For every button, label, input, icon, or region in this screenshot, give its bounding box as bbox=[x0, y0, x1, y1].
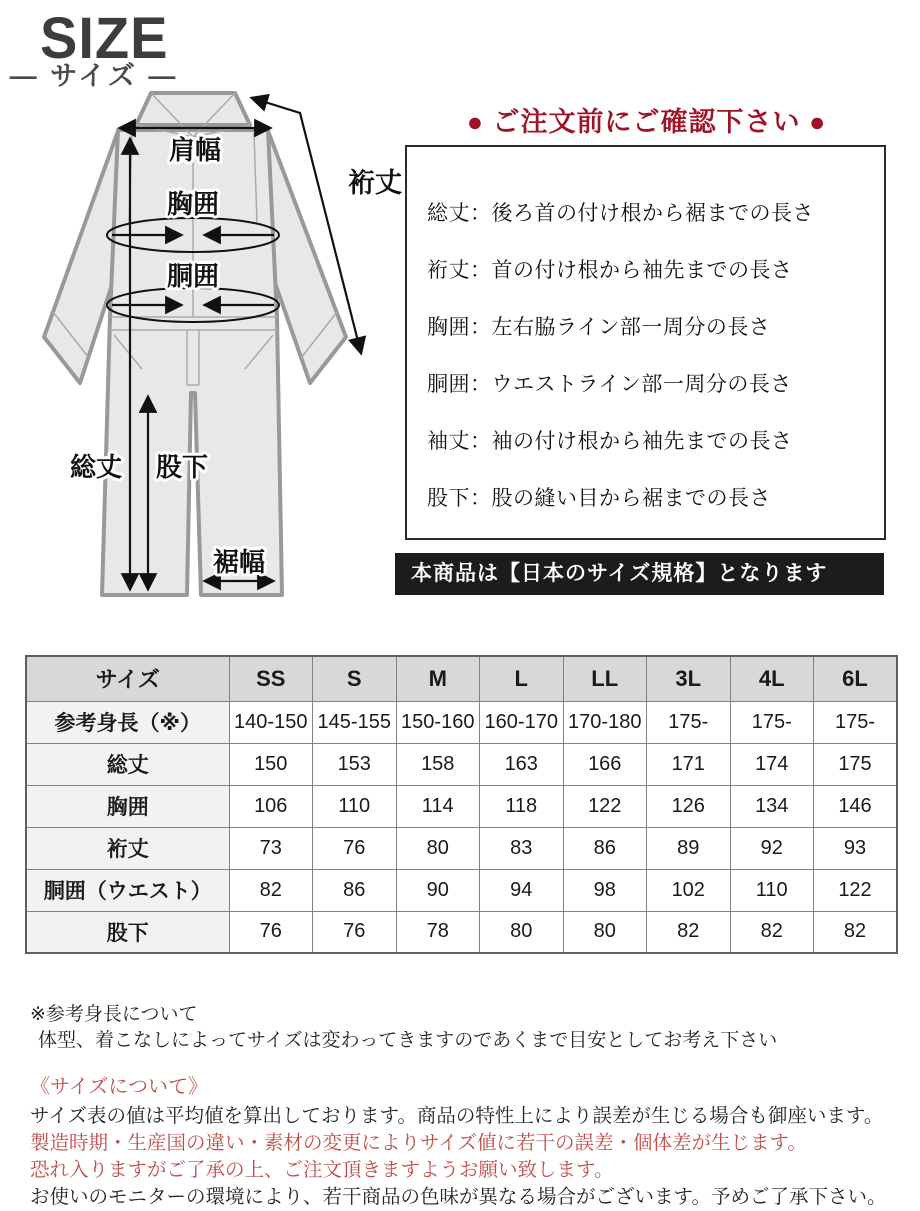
definition-desc: 首の付け根から袖先までの長さ bbox=[491, 258, 793, 282]
japan-size-notice-bar: 本商品は【日本のサイズ規格】となります bbox=[395, 553, 884, 595]
coverall-collar bbox=[136, 93, 250, 125]
size-column-header: SS bbox=[229, 656, 313, 701]
row-label: 参考身長（※） bbox=[26, 701, 229, 743]
size-value-cell: 122 bbox=[563, 785, 647, 827]
definition-desc: 左右脇ライン部一周分の長さ bbox=[491, 315, 771, 339]
size-value-cell: 170-180 bbox=[563, 701, 647, 743]
shoulder-width-label: 肩幅 bbox=[168, 135, 222, 165]
size-about-title: 《サイズについて》 bbox=[30, 1076, 208, 1098]
table-row bbox=[26, 701, 897, 743]
row-label: 股下 bbox=[26, 911, 229, 953]
row-label: 総丈 bbox=[26, 743, 229, 785]
size-value-cell: 83 bbox=[480, 827, 564, 869]
size-value-cell: 80 bbox=[396, 827, 480, 869]
size-value-cell: 171 bbox=[647, 743, 731, 785]
size-value-cell: 175- bbox=[647, 701, 731, 743]
size-value-cell: 102 bbox=[647, 869, 731, 911]
definition-item: 胴囲 ： ウエストライン部一周分の長さ bbox=[427, 354, 884, 411]
size-value-cell: 175- bbox=[814, 701, 898, 743]
row-label: 胴囲（ウエスト） bbox=[26, 869, 229, 911]
size-value-cell: 86 bbox=[313, 869, 397, 911]
size-value-cell: 94 bbox=[480, 869, 564, 911]
definition-item: 股下 ： 股の縫い目から裾までの長さ bbox=[427, 468, 884, 525]
size-value-cell: 126 bbox=[647, 785, 731, 827]
definition-box bbox=[405, 145, 886, 540]
size-value-cell: 150-160 bbox=[396, 701, 480, 743]
size-value-cell: 140-150 bbox=[229, 701, 313, 743]
size-value-cell: 89 bbox=[647, 827, 731, 869]
size-table-body bbox=[26, 701, 897, 953]
size-value-cell: 73 bbox=[229, 827, 313, 869]
size-value-cell: 153 bbox=[313, 743, 397, 785]
size-value-cell: 76 bbox=[313, 827, 397, 869]
note-line: 恐れ入りますがご了承の上、ご注文頂きますようお願い致します。 bbox=[30, 1159, 614, 1181]
definition-term: 袖丈 bbox=[427, 429, 470, 453]
row-label: 胸囲 bbox=[26, 785, 229, 827]
definition-item: 袖丈 ： 袖の付け根から袖先までの長さ bbox=[427, 411, 884, 468]
size-value-cell: 114 bbox=[396, 785, 480, 827]
definition-item: 総丈 ： 後ろ首の付け根から裾までの長さ bbox=[427, 183, 884, 240]
size-value-cell: 175- bbox=[730, 701, 814, 743]
definition-term: 裄丈 bbox=[427, 258, 470, 282]
size-value-cell: 134 bbox=[730, 785, 814, 827]
size-value-cell: 166 bbox=[563, 743, 647, 785]
size-value-cell: 76 bbox=[229, 911, 313, 953]
notes-lines bbox=[30, 1103, 910, 1211]
size-value-cell: 122 bbox=[814, 869, 898, 911]
size-column-header: 3L bbox=[647, 656, 731, 701]
size-column-header: 6L bbox=[814, 656, 898, 701]
note-line: お使いのモニターの環境により、若干商品の色味が異なる場合がございます。予めご了承下さい。 bbox=[30, 1186, 887, 1208]
table-row bbox=[26, 827, 897, 869]
definition-list bbox=[427, 183, 884, 525]
definition-item: 胸囲 ： 左右脇ライン部一周分の長さ bbox=[427, 297, 884, 354]
definition-desc: 後ろ首の付け根から裾までの長さ bbox=[491, 201, 814, 225]
note-line: 製造時期・生産国の違い・素材の変更によりサイズ値に若干の誤差・個体差が生じます。 bbox=[30, 1132, 807, 1154]
size-value-cell: 98 bbox=[563, 869, 647, 911]
size-value-cell: 150 bbox=[229, 743, 313, 785]
size-corner-header: サイズ bbox=[26, 656, 229, 701]
size-table-head bbox=[26, 656, 897, 701]
size-value-cell: 82 bbox=[814, 911, 898, 953]
confirm-heading: ● ご注文前にご確認下さい ● bbox=[466, 107, 827, 137]
size-value-cell: 110 bbox=[730, 869, 814, 911]
size-value-cell: 110 bbox=[313, 785, 397, 827]
size-value-cell: 163 bbox=[480, 743, 564, 785]
ref-height-note-body: 体型、着こなしによってサイズは変わってきますのであくまで目安としてお考え下さい bbox=[38, 1030, 778, 1051]
table-row bbox=[26, 743, 897, 785]
size-value-cell: 76 bbox=[313, 911, 397, 953]
definition-desc: ウエストライン部一周分の長さ bbox=[491, 372, 792, 396]
size-column-header: S bbox=[313, 656, 397, 701]
size-value-cell: 160-170 bbox=[480, 701, 564, 743]
size-value-cell: 80 bbox=[480, 911, 564, 953]
size-column-header: LL bbox=[563, 656, 647, 701]
total-length-label: 総丈 bbox=[69, 452, 123, 482]
table-row bbox=[26, 785, 897, 827]
size-value-cell: 146 bbox=[814, 785, 898, 827]
inseam-label: 股下 bbox=[155, 452, 209, 482]
size-value-cell: 92 bbox=[730, 827, 814, 869]
definition-item: 裄丈 ： 首の付け根から袖先までの長さ bbox=[427, 240, 884, 297]
size-value-cell: 82 bbox=[229, 869, 313, 911]
size-column-header: 4L bbox=[730, 656, 814, 701]
hem-width-label: 裾幅 bbox=[212, 547, 266, 577]
table-row bbox=[26, 911, 897, 953]
coverall-measurement-diagram bbox=[30, 85, 410, 625]
size-value-cell: 82 bbox=[730, 911, 814, 953]
size-table bbox=[25, 655, 898, 954]
table-header-row bbox=[26, 656, 897, 701]
page-subtitle: — サイズ — bbox=[9, 61, 179, 91]
size-value-cell: 106 bbox=[229, 785, 313, 827]
size-value-cell: 90 bbox=[396, 869, 480, 911]
size-value-cell: 78 bbox=[396, 911, 480, 953]
definition-desc: 股の縫い目から裾までの長さ bbox=[491, 486, 771, 510]
table-row bbox=[26, 869, 897, 911]
definition-desc: 袖の付け根から袖先までの長さ bbox=[491, 429, 793, 453]
note-line: サイズ表の値は平均値を算出しております。商品の特性上により誤差が生じる場合も御座います。 bbox=[30, 1105, 884, 1127]
page-title: SIZE bbox=[40, 5, 169, 71]
size-column-header: L bbox=[480, 656, 564, 701]
size-value-cell: 145-155 bbox=[313, 701, 397, 743]
ref-height-note-title: ※参考身長について bbox=[30, 1004, 198, 1025]
size-value-cell: 86 bbox=[563, 827, 647, 869]
size-value-cell: 175 bbox=[814, 743, 898, 785]
size-column-header: M bbox=[396, 656, 480, 701]
size-value-cell: 174 bbox=[730, 743, 814, 785]
size-value-cell: 93 bbox=[814, 827, 898, 869]
definition-term: 股下 bbox=[427, 486, 470, 510]
row-label: 裄丈 bbox=[26, 827, 229, 869]
waist-label: 胴囲 bbox=[166, 261, 220, 291]
chest-label: 胸囲 bbox=[166, 189, 220, 219]
definition-term: 胴囲 bbox=[427, 372, 470, 396]
size-value-cell: 80 bbox=[563, 911, 647, 953]
notes-section bbox=[30, 1002, 910, 1211]
definition-term: 総丈 bbox=[427, 201, 470, 225]
size-value-cell: 118 bbox=[480, 785, 564, 827]
definition-term: 胸囲 bbox=[427, 315, 470, 339]
sleeve-length-label: 裄丈 bbox=[348, 168, 402, 198]
size-value-cell: 82 bbox=[647, 911, 731, 953]
size-value-cell: 158 bbox=[396, 743, 480, 785]
